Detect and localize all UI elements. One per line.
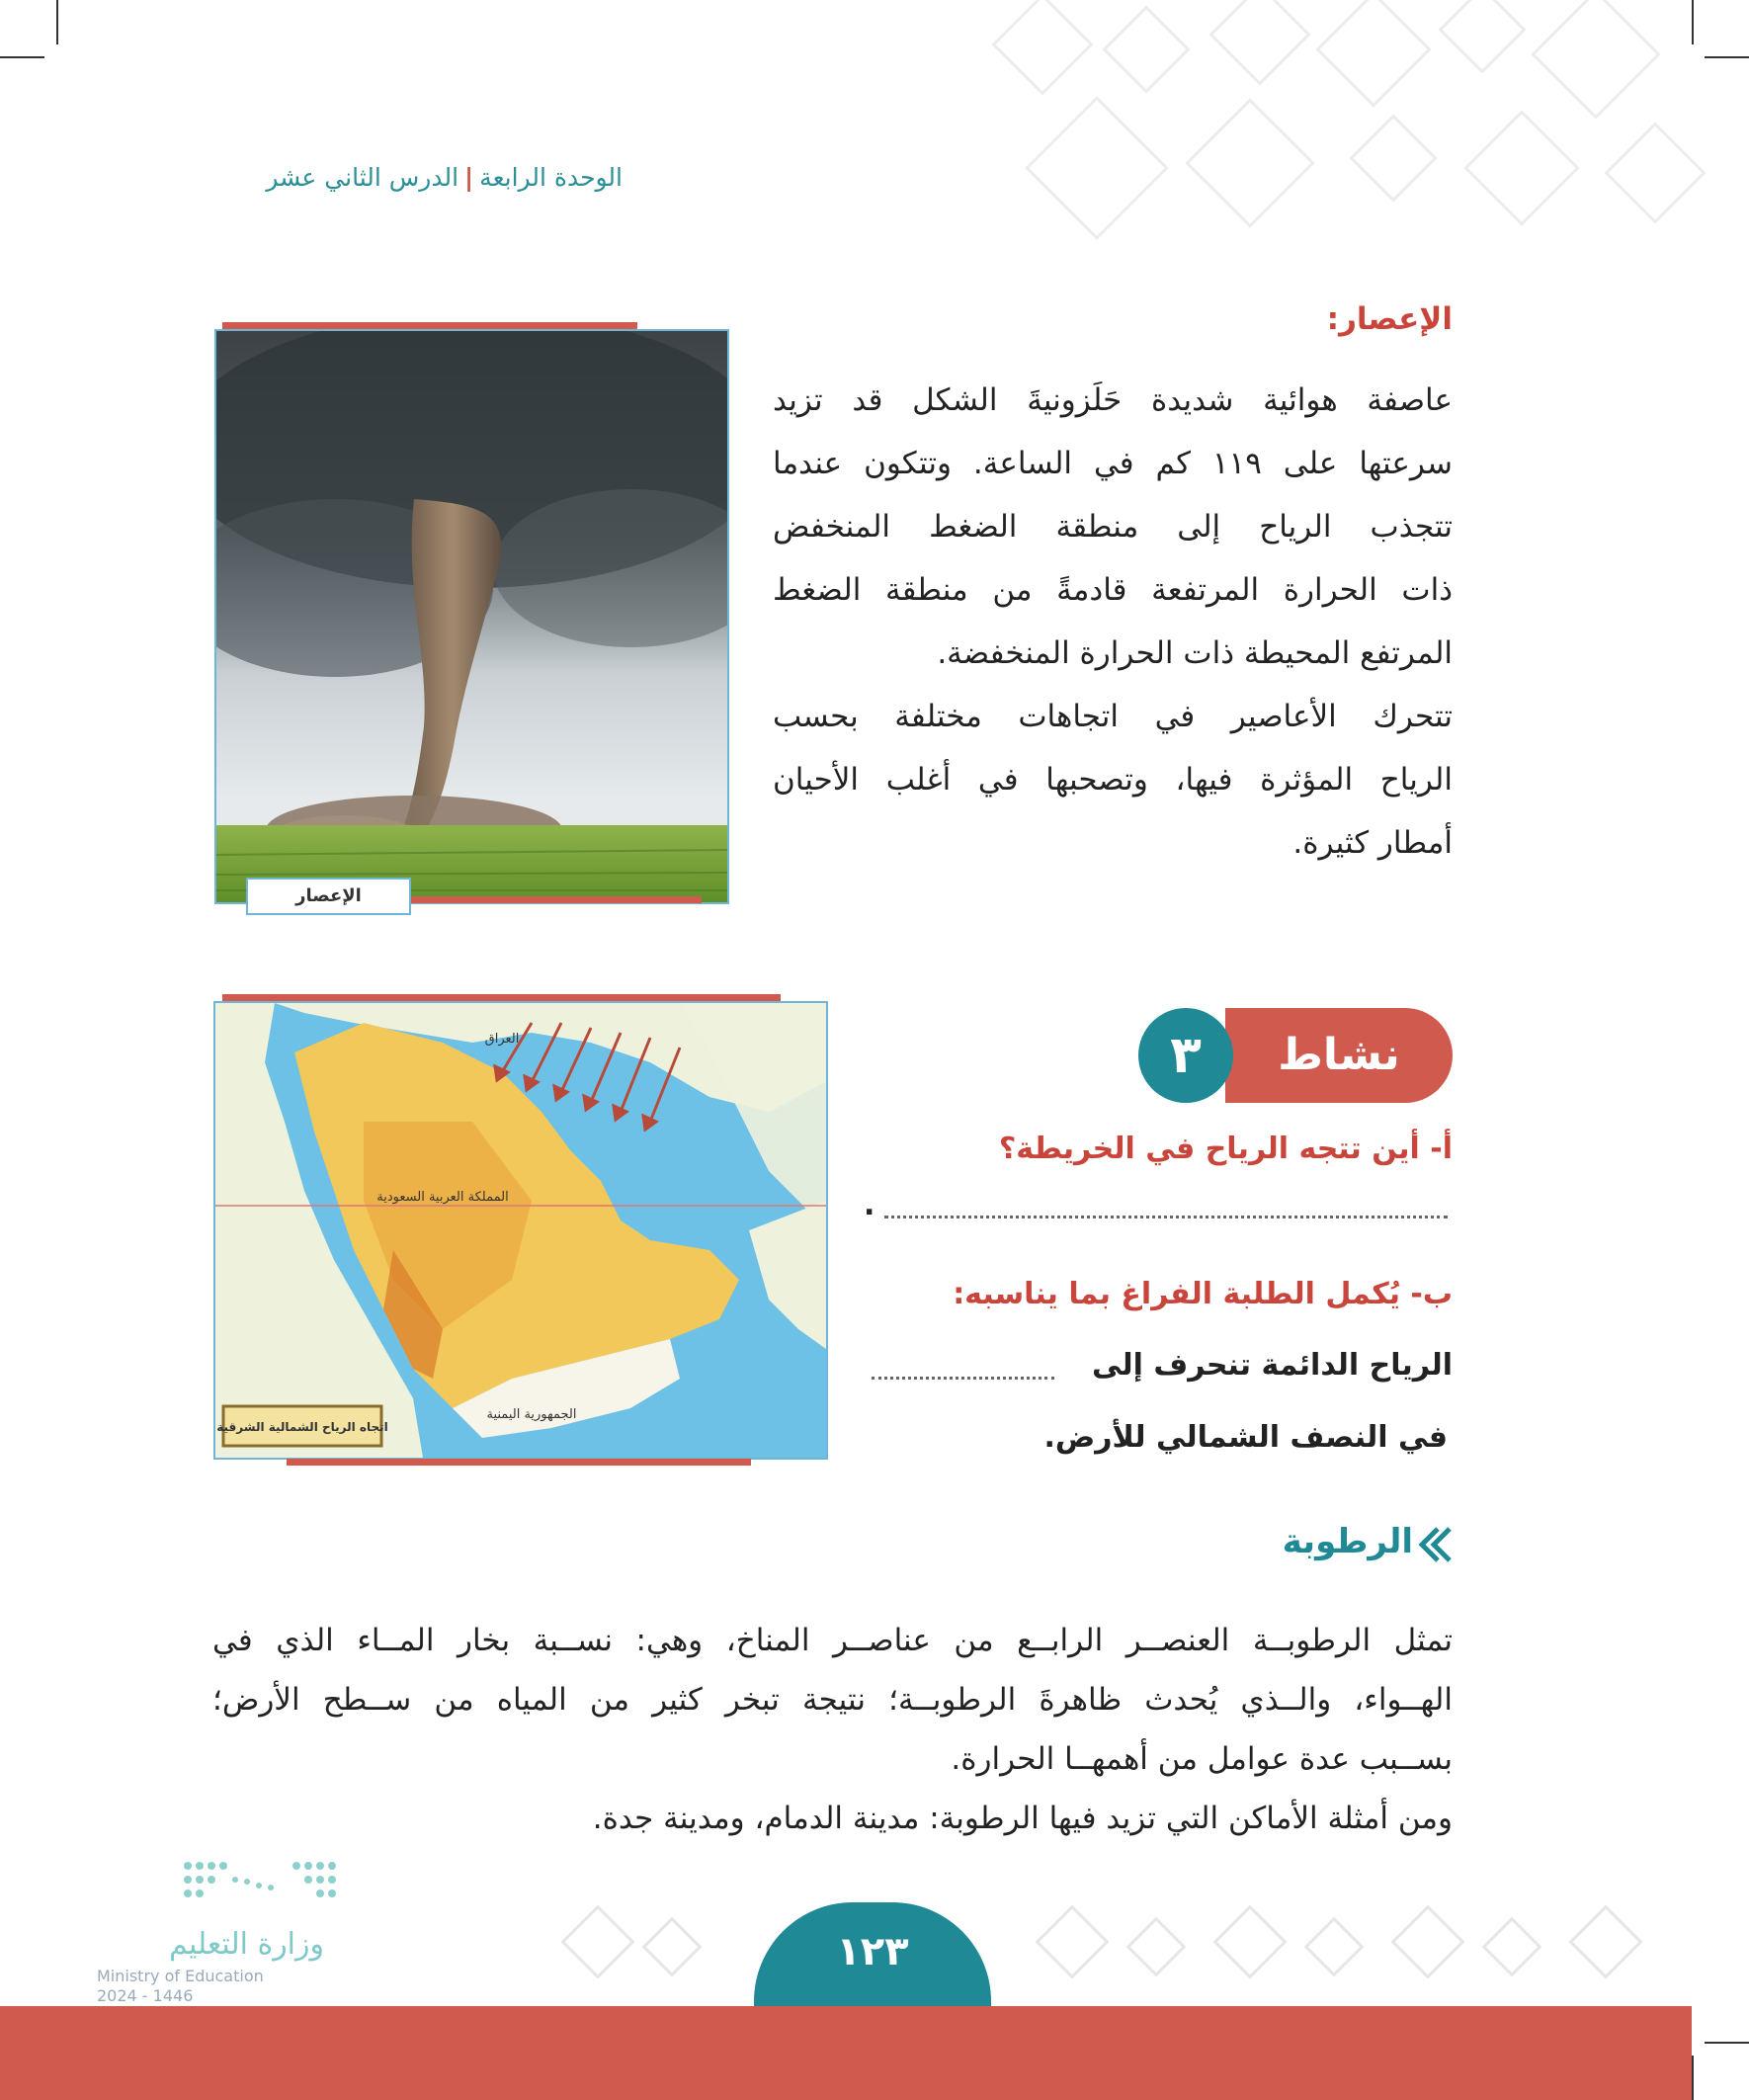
double-chevron-icon [1418,1525,1454,1564]
text-line: المرتفع المحيطة ذات الحرارة المنخفضة. [937,635,1453,671]
page-header [198,163,623,192]
ministry-name-en: Ministry of Education [97,1967,264,1985]
tornado-photo [214,329,729,904]
map-top-bar [222,994,781,1001]
text-line: سرعتها على ١١٩ كم في الساعة. وتتكون عندما [773,446,1453,481]
sentence-start: الرياح الدائمة تنحرف إلى [1092,1348,1453,1383]
unit-label: الوحدة الرابعة [479,163,623,192]
tornado-title: الإعصار: [1326,301,1453,337]
decorative-pattern [988,0,1749,316]
answer-a-line[interactable] [884,1208,1448,1218]
activity-label: نشاط [1225,1008,1453,1103]
map-legend: اتجاه الرياح الشمالية الشرقية [216,1420,388,1434]
tornado-paragraph [773,369,1453,875]
saudi-map [213,1001,828,1460]
text-line: تتحرك الأعاصير في اتجاهات مختلفة بحسب [773,699,1453,734]
text-line: ومن أمثلة الأماكن التي تزيد فيها الرطوبة: مدينة الدمام، ومدينة جدة. [592,1801,1453,1836]
ministry-name-ar: وزارة التعليم [168,1927,324,1962]
crop-mark [1705,2042,1749,2044]
tornado-caption: الإعصار [246,878,411,915]
map-label-yemen: الجمهورية اليمنية [486,1407,577,1422]
question-a: أ- أين تتجه الرياح في الخريطة؟ [998,1132,1453,1166]
footer-band [0,2006,1692,2100]
humidity-title: الرطوبة [1282,1522,1413,1561]
image-top-bar [222,322,637,329]
text-line: ذات الحرارة المرتفعة قادمةً من منطقة الضغط [773,572,1453,608]
text-line: بســبب عدة عوامل من أهمهــا الحرارة. [951,1741,1453,1777]
crop-mark [0,56,44,58]
map-label-kingdom: المملكة العربية السعودية [376,1190,509,1205]
text-line: تتجذب الرياح إلى منطقة الضغط المنخفض [773,509,1453,545]
text-line: عاصفة هوائية شديدة حَلَزونيةَ الشكل قد تزيد [773,382,1453,418]
tornado-illustration [216,331,727,902]
crop-mark [1705,56,1749,58]
lesson-label: الدرس الثاني عشر [266,163,459,192]
text-line: أمطار كثيرة. [1292,825,1453,861]
sentence-end: في النصف الشمالي للأرض. [1043,1420,1448,1455]
text-line: الهــواء، والــذي يُحدث ظاهرةَ الرطوبــة؛ نتيجة تبخر كثير من المياه من ســطح الأرض؛ [212,1682,1453,1718]
page-number: ١٢٣ [754,1902,991,2009]
ministry-year: 2024 - 1446 [97,1986,194,2005]
map-illustration [215,1003,826,1458]
map-label-iraq: العراق [484,1032,520,1047]
humidity-paragraph [212,1611,1453,1848]
crop-mark [56,0,58,44]
text-line: الرياح المؤثرة فيها، وتصحبها في أغلب الأحيان [773,762,1453,798]
text-line: تمثل الرطوبــة العنصــر الرابــع من عناصــر المناخ، وهي: نســبة بخار المــاء الذي في [212,1623,1453,1658]
answer-a-period: . [864,1188,875,1222]
activity-number: ٣ [1138,1008,1233,1103]
crop-mark [1692,0,1694,44]
header-separator: | [464,163,474,192]
answer-b-line[interactable] [872,1369,1054,1380]
question-b: ب- يُكمل الطلبة الفراغ بما يناسبه: [953,1277,1453,1311]
crop-mark [1692,2056,1694,2100]
map-bottom-bar [287,1459,751,1466]
